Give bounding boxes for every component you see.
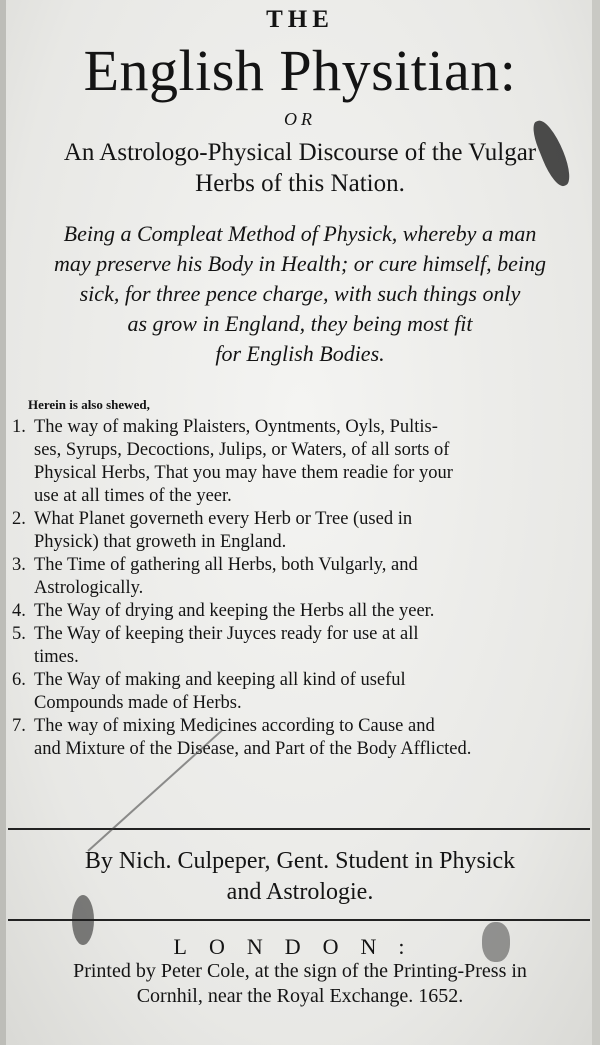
list-item xyxy=(12,623,592,669)
item-line: times. xyxy=(34,647,79,667)
contents-list xyxy=(12,416,592,761)
imprint-line: Printed by Peter Cole, at the sign of the Printing-Press in xyxy=(73,960,527,982)
list-item xyxy=(12,669,592,715)
list-item xyxy=(12,715,592,761)
title-the: THE xyxy=(266,6,334,33)
item-number: 2. xyxy=(12,509,26,529)
description-line: may preserve his Body in Health; or cure himself, being xyxy=(53,251,547,276)
item-number: 3. xyxy=(12,555,26,575)
divider-rule xyxy=(8,828,590,830)
ink-stain xyxy=(482,922,510,962)
description-line: sick, for three pence charge, with such things only xyxy=(79,281,521,306)
list-item xyxy=(12,554,592,600)
description-line: Being a Compleat Method of Physick, whereby a man xyxy=(63,221,537,246)
item-line: What Planet governeth every Herb or Tree (used in xyxy=(34,509,413,529)
item-line: The way of making Plaisters, Oyntments, Oyls, Pultis- xyxy=(34,417,438,437)
item-line: The Way of making and keeping all kind of useful xyxy=(34,670,406,690)
item-line: The Time of gathering all Herbs, both Vulgarly, and xyxy=(34,555,418,575)
ink-stain xyxy=(72,895,94,945)
divider-rule xyxy=(8,919,590,921)
herein-heading: Herein is also shewed, xyxy=(28,397,150,412)
imprint-line: Cornhil, near the Royal Exchange. 1652. xyxy=(136,985,464,1007)
item-number: 7. xyxy=(12,716,26,736)
item-line: The way of mixing Medicines according to Cause and xyxy=(34,716,435,736)
item-number: 1. xyxy=(12,417,26,437)
item-number: 4. xyxy=(12,601,26,621)
author-line: and Astrologie. xyxy=(226,879,374,905)
item-number: 5. xyxy=(12,624,26,644)
description-line: as grow in England, they being most fit xyxy=(127,311,473,336)
list-item xyxy=(12,600,592,623)
item-number: 6. xyxy=(12,670,26,690)
book-title: English Physitian: xyxy=(83,38,517,103)
author-line: By Nich. Culpeper, Gent. Student in Physick xyxy=(84,848,516,874)
imprint-city: LONDON: xyxy=(173,934,427,959)
title-or: OR xyxy=(284,109,316,129)
item-line: use at all times of the yeer. xyxy=(34,486,232,506)
item-line: and Mixture of the Disease, and Part of the Body Afflicted. xyxy=(34,739,472,759)
list-item xyxy=(12,508,592,554)
subtitle-line: An Astrologo-Physical Discourse of the Vulgar xyxy=(63,139,537,166)
imprint-block xyxy=(0,934,600,1009)
item-line: The Way of keeping their Juyces ready for use at all xyxy=(34,624,419,644)
author-block xyxy=(0,846,600,908)
item-line: Compounds made of Herbs. xyxy=(34,693,242,713)
subtitle xyxy=(0,137,600,199)
item-line: Astrologically. xyxy=(34,578,144,598)
subtitle-line: Herbs of this Nation. xyxy=(195,170,405,197)
item-line: Physical Herbs, That you may have them readie for your xyxy=(34,463,453,483)
item-line: ses, Syrups, Decoctions, Julips, or Waters, of all sorts of xyxy=(34,440,450,460)
description xyxy=(0,219,600,369)
list-item xyxy=(12,416,592,508)
description-line: for English Bodies. xyxy=(215,341,385,366)
item-line: The Way of drying and keeping the Herbs all the yeer. xyxy=(34,601,435,621)
item-line: Physick) that groweth in England. xyxy=(34,532,287,552)
